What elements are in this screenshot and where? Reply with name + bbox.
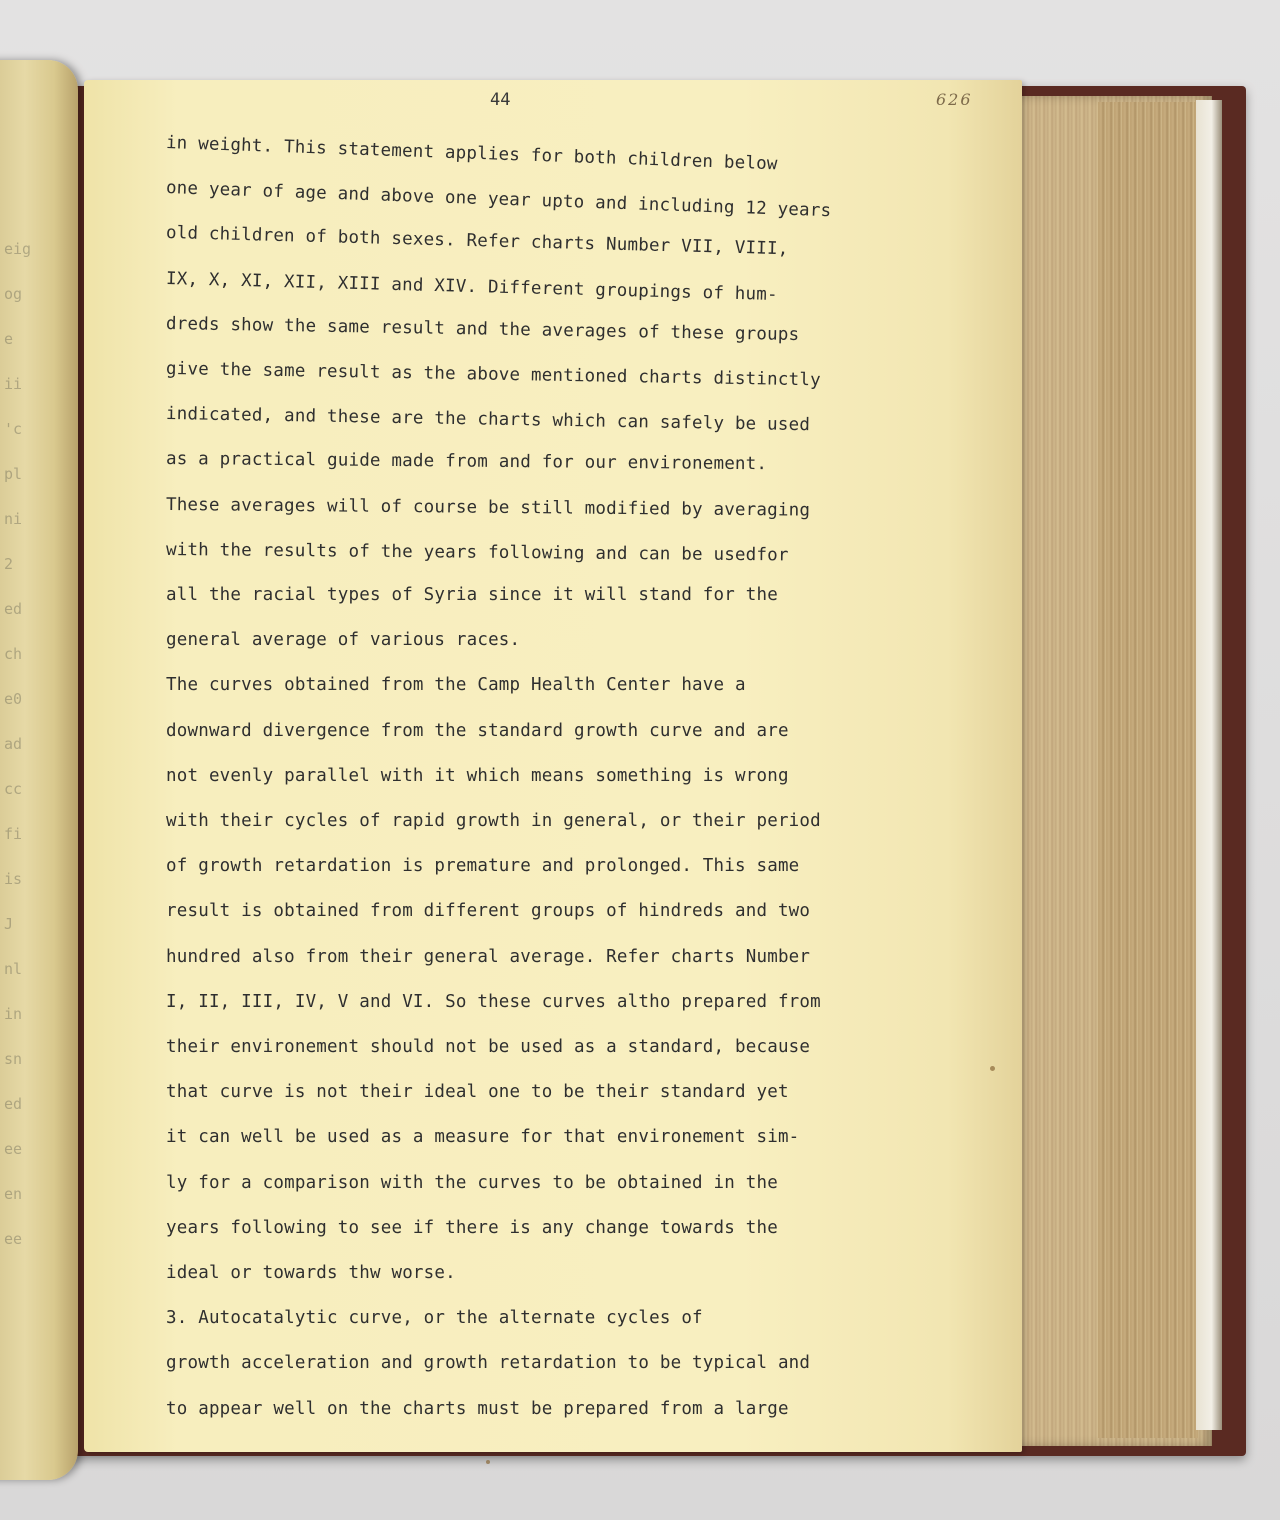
- left-page-fragment: is: [4, 870, 23, 888]
- text-line: growth acceleration and growth retardation to be typical and: [166, 1353, 811, 1373]
- left-page-fragment: J: [4, 915, 14, 933]
- text-line: years following to see if there is any change towards the: [166, 1218, 778, 1238]
- text-line: general average of various races.: [166, 630, 521, 650]
- dust-speck: [990, 1066, 995, 1071]
- left-page-fragment: nl: [4, 960, 23, 978]
- left-page-fragment: eig: [4, 240, 32, 258]
- text-line: with the results of the years following and can be usedfor: [165, 540, 789, 566]
- text-line: old children of both sexes. Refer charts Number VII, VIII,: [165, 223, 789, 260]
- text-line: result is obtained from different groups of hindreds and two: [166, 901, 811, 921]
- left-page-fragment: cc: [4, 780, 23, 798]
- text-line: not evenly parallel with it which means something is wrong: [166, 766, 789, 786]
- text-line: 3. Autocatalytic curve, or the alternate cycles of: [166, 1308, 703, 1328]
- page-number: 44: [490, 90, 511, 110]
- text-line: as a practical guide made from and for our environement.: [165, 449, 768, 475]
- text-line: to appear well on the charts must be prepared from a large: [166, 1399, 789, 1419]
- left-page-fragment: ii: [4, 375, 23, 393]
- left-page-fragment: og: [4, 285, 23, 303]
- text-line: downward divergence from the standard growth curve and are: [166, 721, 789, 741]
- text-line: it can well be used as a measure for that environement sim-: [166, 1127, 800, 1147]
- stack-edge: [1196, 100, 1222, 1430]
- left-page-fragment: sn: [4, 1050, 23, 1068]
- folio-mark: 626: [936, 90, 973, 109]
- dust-speck: [486, 1460, 490, 1464]
- left-page-fragment: ad: [4, 735, 23, 753]
- left-page-edge: [0, 60, 78, 1480]
- left-page-fragment: ed: [4, 1095, 23, 1113]
- left-page-fragment: ee: [4, 1140, 23, 1158]
- left-page-fragment: ni: [4, 510, 23, 528]
- text-line: dreds show the same result and the averages of these groups: [165, 314, 800, 346]
- left-page-fragment: e0: [4, 690, 23, 708]
- text-line: of growth retardation is premature and prolonged. This same: [166, 856, 800, 876]
- text-line: one year of age and above one year upto and including 12 years: [165, 178, 832, 222]
- text-line: all the racial types of Syria since it will stand for the: [166, 585, 778, 605]
- text-line: ly for a comparison with the curves to be obtained in the: [166, 1173, 778, 1193]
- text-line: their environement should not be used as a standard, because: [166, 1037, 811, 1057]
- text-line: give the same result as the above mentioned charts distinctly: [165, 359, 821, 391]
- left-page-fragment: 2: [4, 555, 14, 573]
- text-line: in weight. This statement applies for both children below: [165, 133, 778, 175]
- left-page-fragment: e: [4, 330, 14, 348]
- text-line: The curves obtained from the Camp Health Center have a: [166, 675, 746, 695]
- text-line: IX, X, XI, XII, XIII and XIV. Different groupings of hum-: [165, 269, 779, 306]
- left-page-fragment: ch: [4, 645, 23, 663]
- text-line: hundred also from their general average. Refer charts Number: [166, 947, 811, 967]
- left-page-fragment: pl: [4, 465, 23, 483]
- page-stack-inner: [1098, 102, 1198, 1438]
- text-line: ideal or towards thw worse.: [166, 1263, 456, 1283]
- left-page-fragment: fi: [4, 825, 23, 843]
- text-line: with their cycles of rapid growth in general, or their period: [166, 811, 821, 831]
- left-page-fragment: in: [4, 1005, 23, 1023]
- text-line: that curve is not their ideal one to be their standard yet: [166, 1082, 789, 1102]
- text-line: indicated, and these are the charts which can safely be used: [165, 404, 811, 436]
- text-line: I, II, III, IV, V and VI. So these curves altho prepared from: [166, 992, 821, 1012]
- left-page-fragment: 'c: [4, 420, 23, 438]
- left-page-fragment: ee: [4, 1230, 23, 1248]
- left-page-fragment: ed: [4, 600, 23, 618]
- left-page-fragment: en: [4, 1185, 23, 1203]
- text-line: These averages will of course be still modified by averaging: [165, 495, 811, 521]
